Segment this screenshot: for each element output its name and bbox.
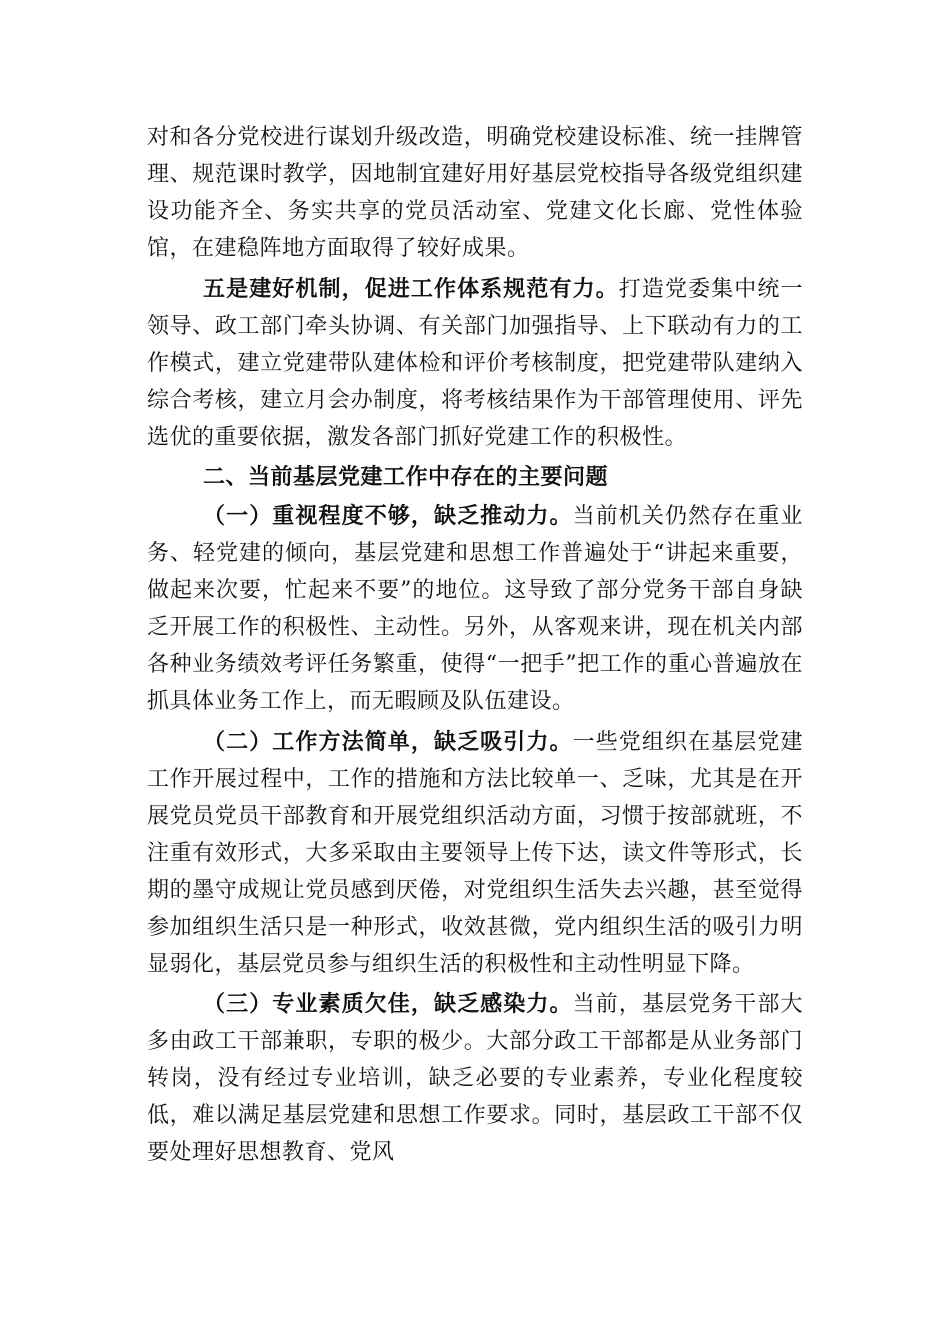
paragraph-body: 一些党组织在基层党建工作开展过程中，工作的措施和方法比较单一、乏味，尤其是在开展党员党员干部教育和开展党组织活动方面，习惯于按部就班，不注重有效形式，大多采取由主要领导上传下达，读文件等形式，长期的墨守成规让党员感到厌倦，对党组织生活失去兴趣，甚至觉得参加组织生活只是一种形式，收效甚微，党内组织生活的吸引力明显弱化，基层党员参与组织生活的积极性和主动性明显下降。 [147, 729, 803, 977]
paragraph-lead: 五是建好机制，促进工作体系规范有力。 [203, 275, 619, 302]
paragraph-body: 对和各分党校进行谋划升级改造，明确党校建设标准、统一挂牌管理、规范课时教学，因地制宜建好用好基层党校指导各级党组织建设功能齐全、务实共享的党员活动室、党建文化长廊、党性体验馆，在建稳阵地方面取得了较好成果。 [147, 125, 803, 261]
document-page [147, 119, 803, 1175]
paragraph-body: 打造党委集中统一领导、政工部门牵头协调、有关部门加强指导、上下联动有力的工作模式，建立党建带队建体检和评价考核制度，把党建带队建纳入综合考核，建立月会办制度，将考核结果作为干部管理使用、评先选优的重要依据，激发各部门抓好党建工作的积极性。 [147, 276, 803, 450]
paragraph-body: 当前，基层党务干部大多由政工干部兼职，专职的极少。大部分政工干部都是从业务部门转岗，没有经过专业培训，缺乏必要的专业素养，专业化程度较低，难以满足基层党建和思想工作要求。同时，基层政工干部不仅要处理好思想教育、党风 [147, 992, 803, 1165]
paragraph-point-five-mechanism [147, 271, 803, 456]
paragraph-lead: （三）专业素质欠佳，缺乏感染力。 [203, 991, 573, 1017]
paragraph-party-school-upgrade [147, 119, 803, 267]
paragraph-lead: （二）工作方法简单，缺乏吸引力。 [203, 728, 573, 755]
paragraph-problem-one [147, 498, 803, 720]
paragraph-problem-two [147, 724, 803, 983]
paragraph-body: 当前机关仍然存在重业务、轻党建的倾向，基层党建和思想工作普遍处于“讲起来重要，做起来次要，忙起来不要”的地位。这导致了部分党务干部自身缺乏开展工作的积极性、主动性。另外，从客观来讲，现在机关内部各种业务绩效考评任务繁重，使得“一把手”把工作的重心普遍放在抓具体业务工作上，而无暇顾及队伍建设。 [147, 504, 803, 714]
paragraph-problem-three [147, 986, 803, 1171]
section-heading: 二、当前基层党建工作中存在的主要问题 [203, 465, 609, 490]
paragraph-lead: （一）重视程度不够，缺乏推动力。 [203, 503, 573, 529]
